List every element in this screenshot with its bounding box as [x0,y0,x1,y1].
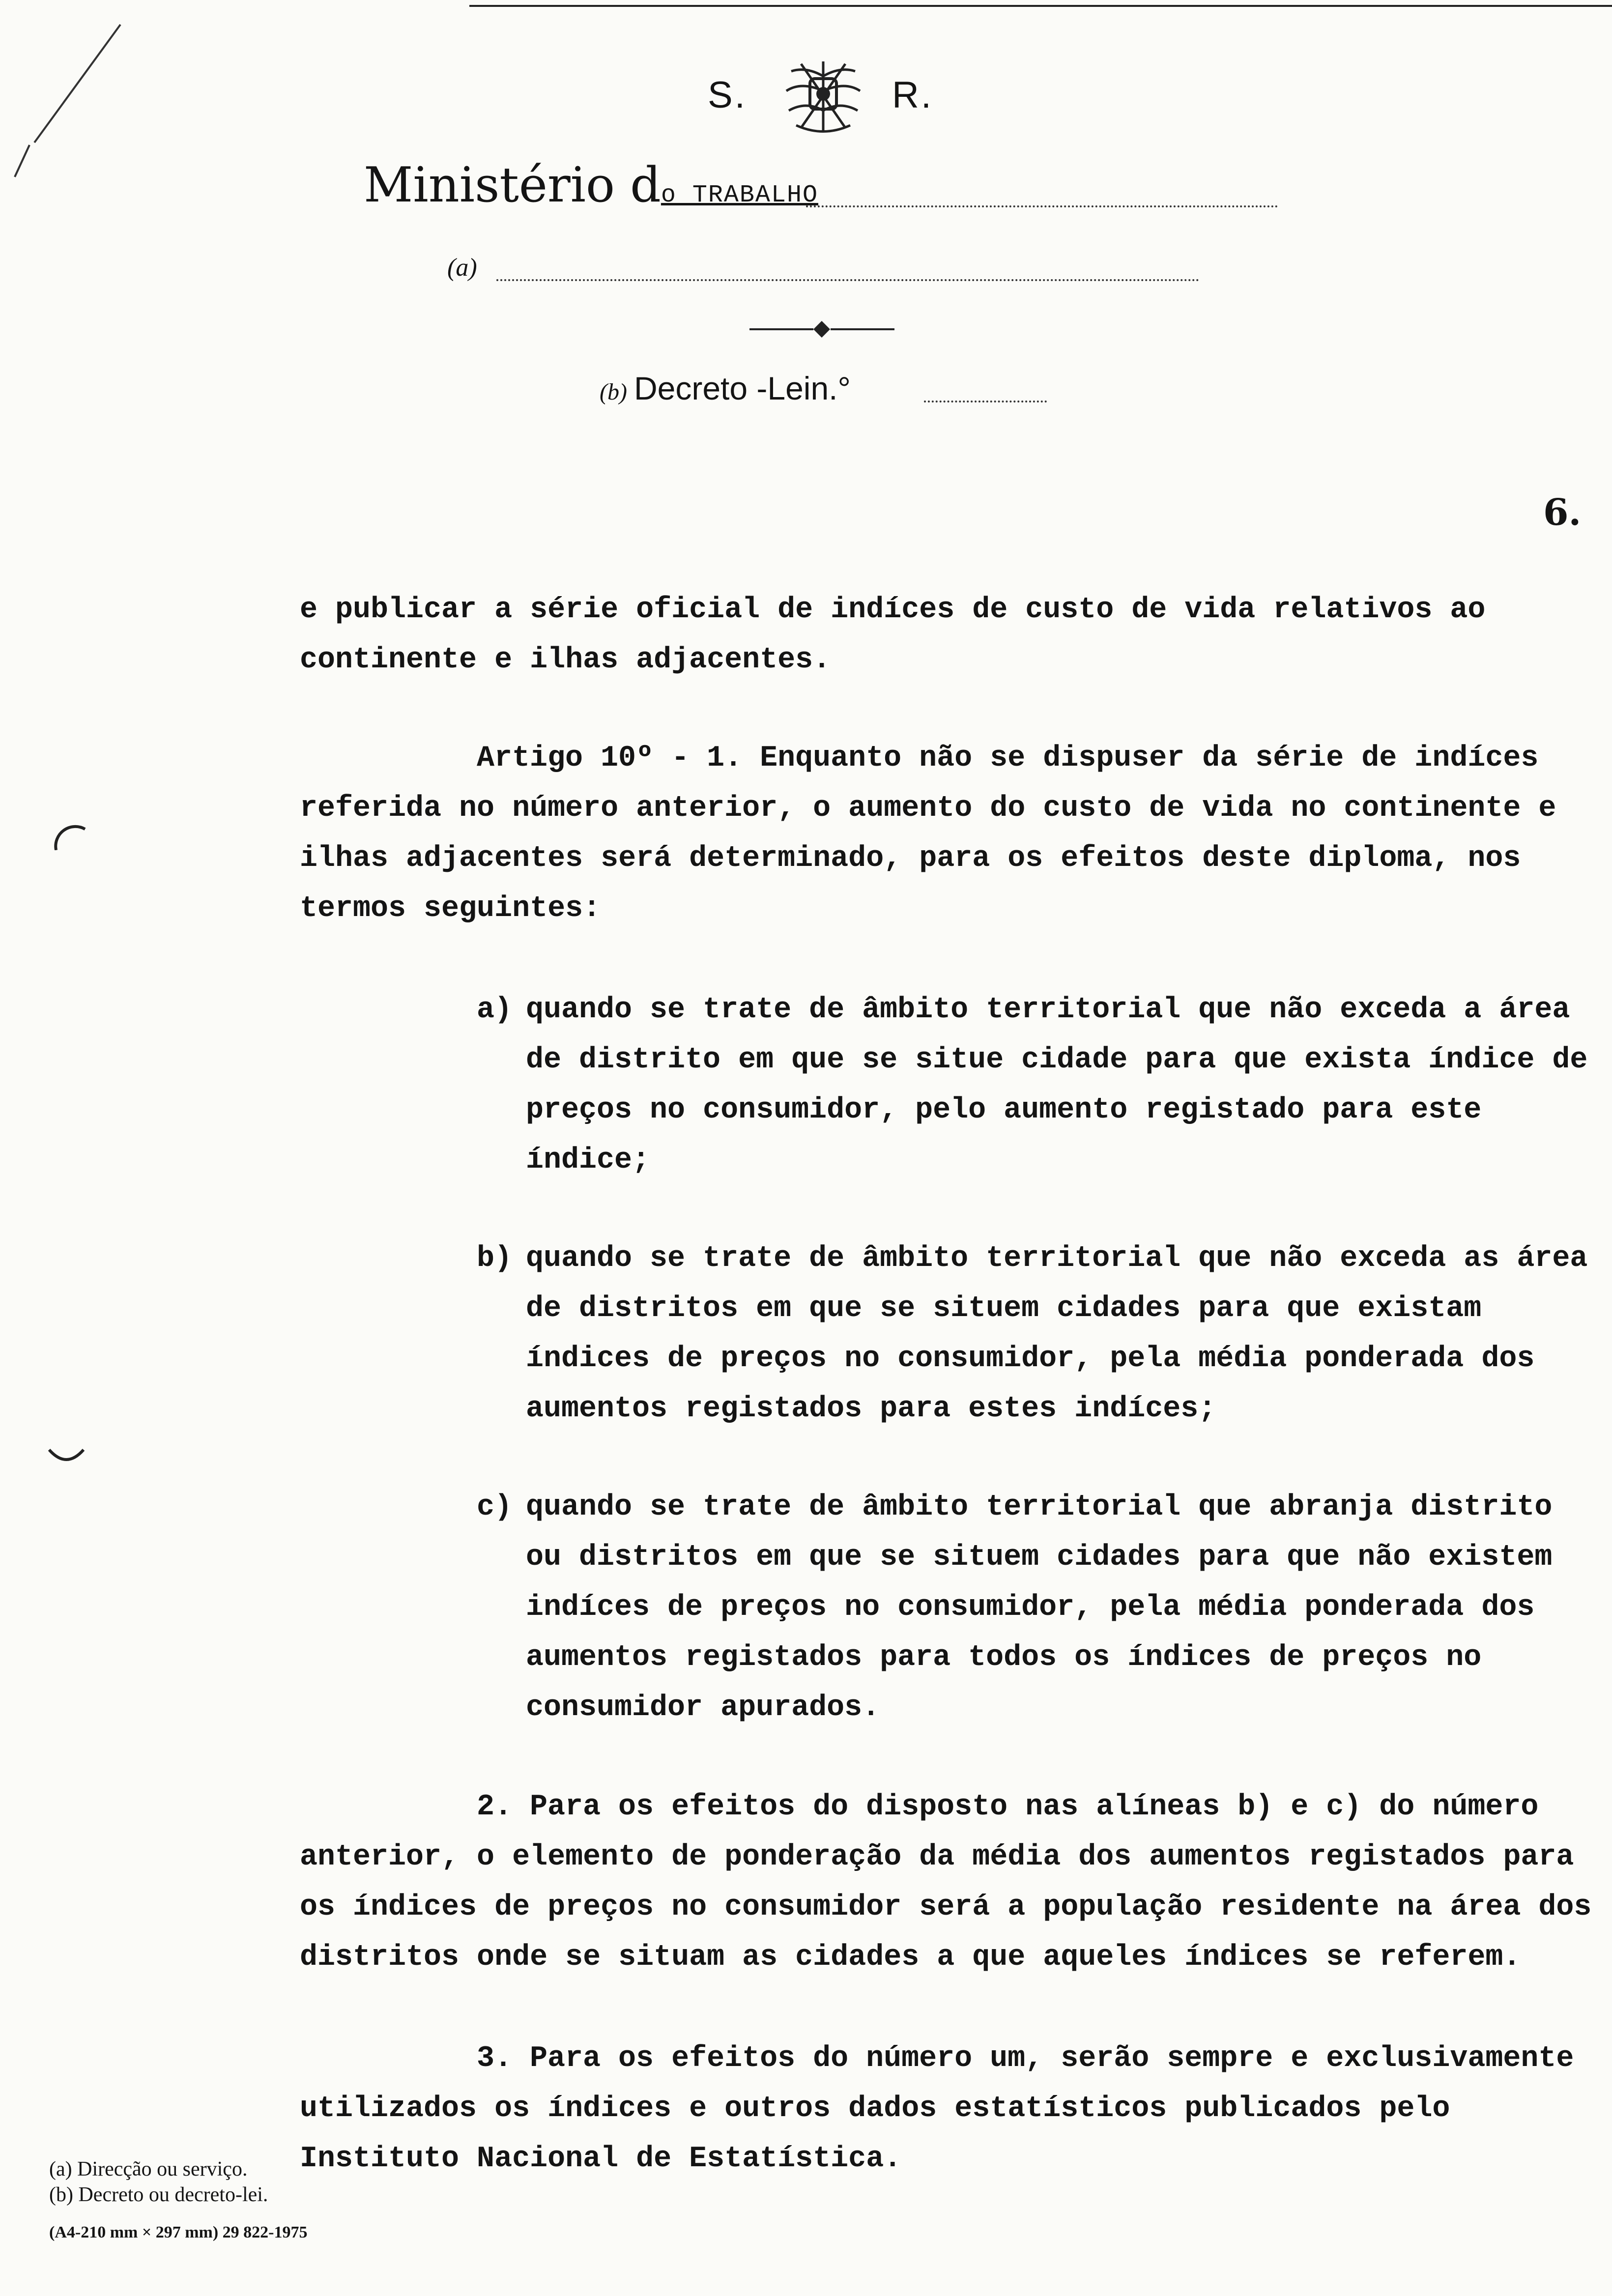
ministry-dotted-line [806,205,1278,207]
header-initial-r: R. [892,74,933,116]
list-item-a [300,985,1597,1185]
page-number: 6. [1543,491,1582,534]
ministry-name: o TRABALHO [661,181,818,209]
article-10-paragraph: Artigo 10º - 1. Enquanto não se dispuser da série de indíces referida no número anterior, o aumento do custo de vida no continente e ilhas adjacentes será determinado, para os efeitos deste diploma, nos termos seguintes: [300,742,1556,925]
footnote-b: (b) Decreto ou decreto-lei. [49,2183,268,2206]
footnote-a: (a) Direcção ou serviço. [49,2158,248,2181]
list-item-label: a) [476,993,512,1027]
divider-left [749,328,813,330]
pen-stroke-mark [0,20,133,182]
ministry-prefix: Ministério d [364,157,661,213]
field-a-label: (a) [447,254,477,282]
punch-hole-mark-top [44,806,88,850]
list-item-text: quando se trate de âmbito territorial que não exceda a área de distrito em que se situe cidade para que exista índice de preços no consumidor, pelo aumento registado para este índice; [526,993,1588,1177]
document-body [300,585,1597,2184]
list-item-text: quando se trate de âmbito territorial que não exceda as área de distritos em que se situem cidades para que existam índices de preços no consumidor, pela média ponderada dos aumentos registados para estes indíces; [526,1242,1588,1426]
footnotes [49,2156,268,2208]
print-reference: (A4-210 mm × 297 mm) 29 822-1975 [49,2223,308,2241]
decree-prefix: (b) [600,379,627,405]
punch-hole-mark-bottom [44,1435,88,1479]
list-item-text: quando se trate de âmbito territorial que abranja distrito ou distritos em que se situem cidades para que não existem indíces de preços no consumidor, pela média ponderada dos aumentos registados para todos os índices de preços no consumidor apurados. [526,1491,1553,1724]
top-border-rule [469,0,1612,7]
paragraph-2: 2. Para os efeitos do disposto nas alíneas b) e c) do número anterior, o elemento de ponderação da média dos aumentos registados para os índices de preços no consumidor será a população residente na área dos distritos onde se situam as cidades a que aqueles índices se referem. [300,1790,1592,1974]
list-item-label: c) [476,1491,512,1524]
field-a-dotted-line [496,279,1199,281]
list-item-b [300,1234,1597,1434]
divider-diamond-icon [813,321,830,338]
intro-paragraph: e publicar a série oficial de indíces de custo de vida relativos ao continente e ilhas adjacentes. [300,593,1486,677]
header-initial-s: S. [708,74,747,116]
list-item-label: b) [476,1242,512,1275]
list-item-c [300,1482,1597,1733]
ministry-title [364,157,818,213]
divider-right [831,328,894,330]
decree-line [600,370,851,407]
decree-label: Decreto -Lein.° [633,370,851,406]
decree-dotted-line [924,401,1047,402]
coat-of-arms-icon [772,52,875,140]
paragraph-3: 3. Para os efeitos do número um, serão sempre e exclusivamente utilizados os índices e outros dados estatísticos publicados pelo Instituto Nacional de Estatística. [300,2042,1574,2176]
